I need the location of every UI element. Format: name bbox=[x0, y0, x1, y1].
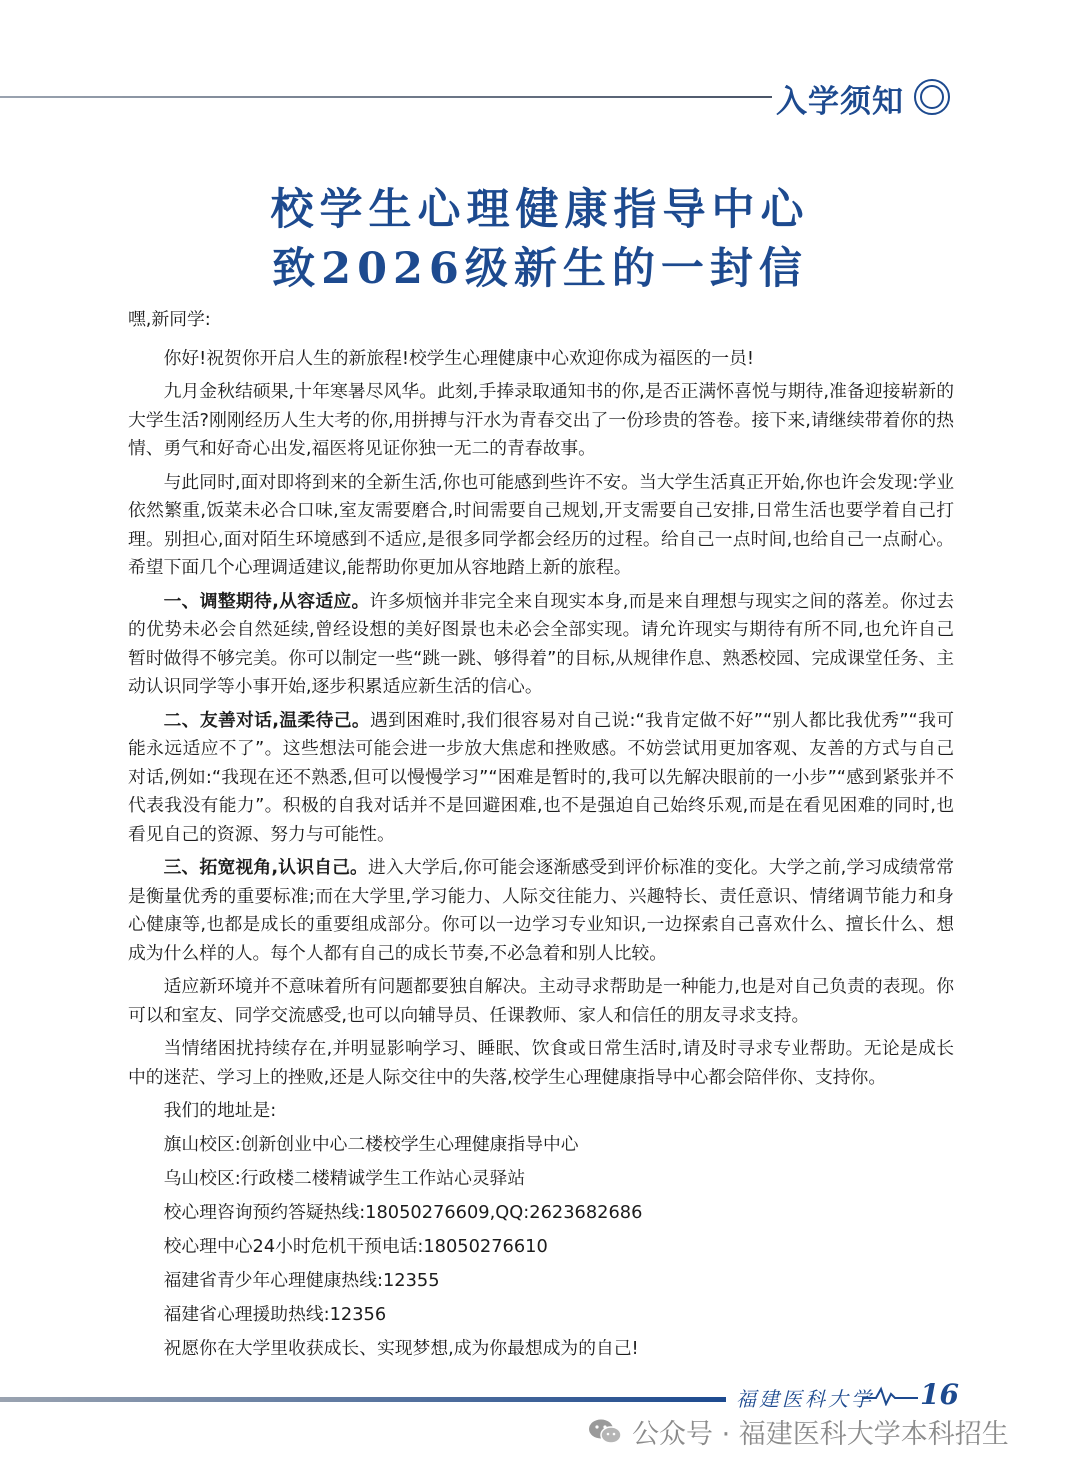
paragraph-text: 适应新环境并不意味着所有问题都要独自解决。主动寻求帮助是一种能力,也是对自己负责的表现。你可以和室友、同学交流感受,也可以向辅导员、任课教师、家人和信任的朋友寻求支持。 bbox=[128, 976, 954, 1026]
paragraph-text: 九月金秋结硕果,十年寒暑尽风华。此刻,手捧录取通知书的你,是否正满怀喜悦与期待,准备迎接崭新的大学生活?刚刚经历人生大考的你,用拼搏与汗水为青春交出了一份珍贵的答卷。接下来,请继续带着你的热情、勇气和好奇心出发,福医将见证你独一无二的青春故事。 bbox=[128, 381, 954, 459]
section-heading: 一、调整期待,从容适应。 bbox=[163, 590, 370, 612]
paragraph-text: 遇到困难时,我们很容易对自己说:“我肯定做不好”“别人都比我优秀”“我可能永远适应不了”。这些想法可能会进一步放大焦虑和挫败感。不妨尝试用更加客观、友善的方式与自己对话,例如:“我现在还不熟悉,但可以慢慢学习”“困难是暂时的,我可以先解决眼前的一小步”“感到紧张并不代表我没有能力”。积极的自我对话并不是回避困难,也不是强迫自己始终乐观,而是在看见困难的同时,也看见自己的资源、努力与可能性。 bbox=[128, 709, 954, 845]
address-line: 我们的地址是: bbox=[163, 1100, 277, 1121]
address-line: 校心理中心24小时危机干预电话:18050276610 bbox=[163, 1236, 548, 1257]
paragraph bbox=[128, 469, 954, 583]
section-heading: 三、拓宽视角,认识自己。 bbox=[163, 857, 369, 878]
paragraph-text: 当情绪困扰持续存在,并明显影响学习、睡眠、饮食或日常生活时,请及时寻求专业帮助。无论是成长中的迷茫、学习上的挫败,还是人际交往中的失落,校学生心理健康指导中心都会陪伴你、支持你。 bbox=[128, 1038, 954, 1088]
page-title-line1: 校学生心理健康指导中心 bbox=[270, 185, 810, 235]
address-block bbox=[128, 1097, 954, 1364]
paragraph-text: 与此同时,面对即将到来的全新生活,你也可能感到些许不安。当大学生活真正开始,你也许会发现:学业依然繁重,饭菜未必合口味,室友需要磨合,时间需要自己规划,开支需要自己安排,日常生活也要学着自己打理。别担心,面对陌生环境感到不适应,是很多同学都会经历的过程。给自己一点时间,也给自己一点耐心。希望下面几个心理调适建议,能帮助你更加从容地踏上新的旅程。 bbox=[128, 471, 954, 578]
page-number: 16 bbox=[920, 1378, 959, 1411]
address-line: 校心理咨询预约答疑热线:18050276609,QQ:2623682686 bbox=[163, 1202, 643, 1223]
section-heading: 二、友善对话,温柔待己。 bbox=[163, 709, 370, 731]
address-line: 福建省青少年心理健康热线:12355 bbox=[163, 1270, 440, 1291]
footer-university-name: 福建医科大学 bbox=[736, 1387, 874, 1411]
paragraph bbox=[128, 973, 954, 1030]
paragraph bbox=[128, 345, 954, 374]
watermark-text: 公众号 · 福建医科大学本科招生 bbox=[632, 1419, 1009, 1450]
address-line: 福建省心理援助热线:12356 bbox=[163, 1304, 387, 1325]
closing-line: 祝愿你在大学里收获成长、实现梦想,成为你最想成为的自己! bbox=[163, 1338, 639, 1359]
paragraph-text: 进入大学后,你可能会逐渐感受到评价标准的变化。大学之前,学习成绩常常是衡量优秀的重要标准;而在大学里,学习能力、人际交往能力、兴趣特长、责任意识、情绪调节能力和身心健康等,也都是成长的重要组成部分。你可以一边学习专业知识,一边探索自己喜欢什么、擅长什么、想成为什么样的人。每个人都有自己的成长节奏,不必急着和别人比较。 bbox=[128, 857, 954, 964]
wechat-icon bbox=[588, 1418, 622, 1446]
paragraph bbox=[128, 378, 954, 464]
paragraph bbox=[128, 854, 954, 968]
paragraph bbox=[128, 707, 954, 850]
university-seal-icon bbox=[914, 79, 950, 115]
paragraph-text: 你好!祝贺你开启人生的新旅程!校学生心理健康中心欢迎你成为福医的一员! bbox=[163, 347, 754, 369]
paragraph bbox=[128, 588, 954, 702]
address-line: 旗山校区:创新创业中心二楼校学生心理健康指导中心 bbox=[163, 1134, 579, 1155]
footer-rule bbox=[0, 1397, 726, 1402]
paragraph bbox=[128, 1035, 954, 1092]
page-title-line2: 致2026级新生的一封信 bbox=[272, 244, 808, 294]
address-line: 乌山校区:行政楼二楼精诚学生工作站心灵驿站 bbox=[163, 1168, 526, 1189]
letter-body bbox=[128, 306, 954, 1369]
heartbeat-icon bbox=[862, 1384, 918, 1406]
watermark bbox=[588, 1412, 1009, 1451]
header-rule bbox=[0, 96, 772, 98]
salutation: 嘿,新同学: bbox=[128, 309, 211, 330]
section-title: 入学须知 bbox=[776, 84, 904, 120]
paragraph-text: 许多烦恼并非完全来自现实本身,而是来自理想与现实之间的落差。你过去的优势未必会自然延续,曾经设想的美好图景也未必会全部实现。请允许现实与期待有所不同,也允许自己暂时做得不够完美。你可以制定一些“跳一跳、够得着”的目标,从规律作息、熟悉校园、完成课堂任务、主动认识同学等小事开始,逐步积累适应新生活的信心。 bbox=[128, 590, 955, 697]
